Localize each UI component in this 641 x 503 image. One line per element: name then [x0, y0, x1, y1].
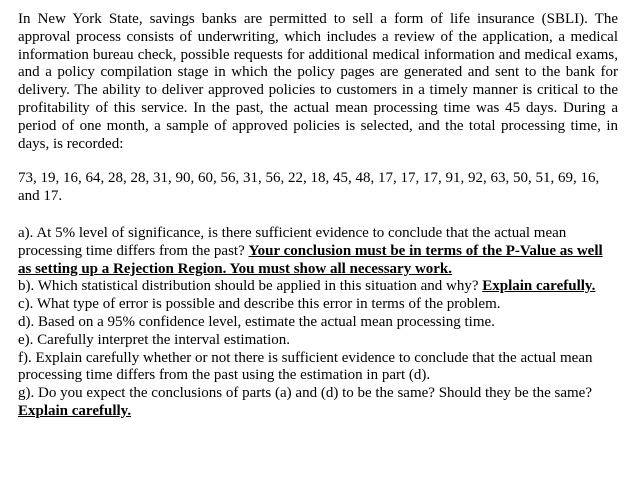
question-a-emphasis: Your conclusion must be in terms of the P-Value as well as setting up a Rejection Region. You must show all necessary work.: [18, 242, 603, 277]
question-d: d). Based on a 95% confidence level, estimate the actual mean processing time.: [18, 313, 495, 330]
question-f: f). Explain carefully whether or not there is sufficient evidence to conclude that the actual mean processing time differs from the past using the estimation in part (d).: [18, 349, 593, 384]
problem-document: [18, 11, 618, 421]
question-list: [18, 225, 618, 421]
question-e: e). Carefully interpret the interval estimation.: [18, 331, 290, 348]
question-a: [18, 225, 618, 278]
question-c: c). What type of error is possible and describe this error in terms of the problem.: [18, 296, 501, 313]
question-g-text: g). Do you expect the conclusions of parts (a) and (d) to be the same? Should they be the same?: [18, 385, 592, 402]
question-b: [18, 278, 618, 296]
intro-paragraph: In New York State, savings banks are permitted to sell a form of life insurance (SBLI). The approval process consists of underwriting, which includes a review of the application, a medical information bureau check, possible requests for additional medical information and medical exams, and a policy compilation stage in which the policy pages are generated and sent to the bank for delivery. The ability to deliver approved policies to customers in a timely manner is critical to the profitability of this service. In the past, the actual mean processing time was 45 days. During a period of one month, a sample of approved policies is selected, and the total processing time, in days, is recorded:: [18, 11, 618, 152]
question-b-emphasis: Explain carefully.: [482, 278, 596, 295]
question-g-emphasis: Explain carefully.: [18, 402, 132, 419]
question-b-text: b). Which statistical distribution should be applied in this situation and why?: [18, 278, 483, 295]
question-a-text: a). At 5% level of significance, is there sufficient evidence to conclude that the actual mean processing time differs from the past?: [18, 224, 567, 259]
data-values: 73, 19, 16, 64, 28, 28, 31, 90, 60, 56, 31, 56, 22, 18, 45, 48, 17, 17, 17, 91, 92, 63, 50, 51, 69, 16, and 17.: [18, 170, 600, 205]
question-g: [18, 385, 618, 421]
